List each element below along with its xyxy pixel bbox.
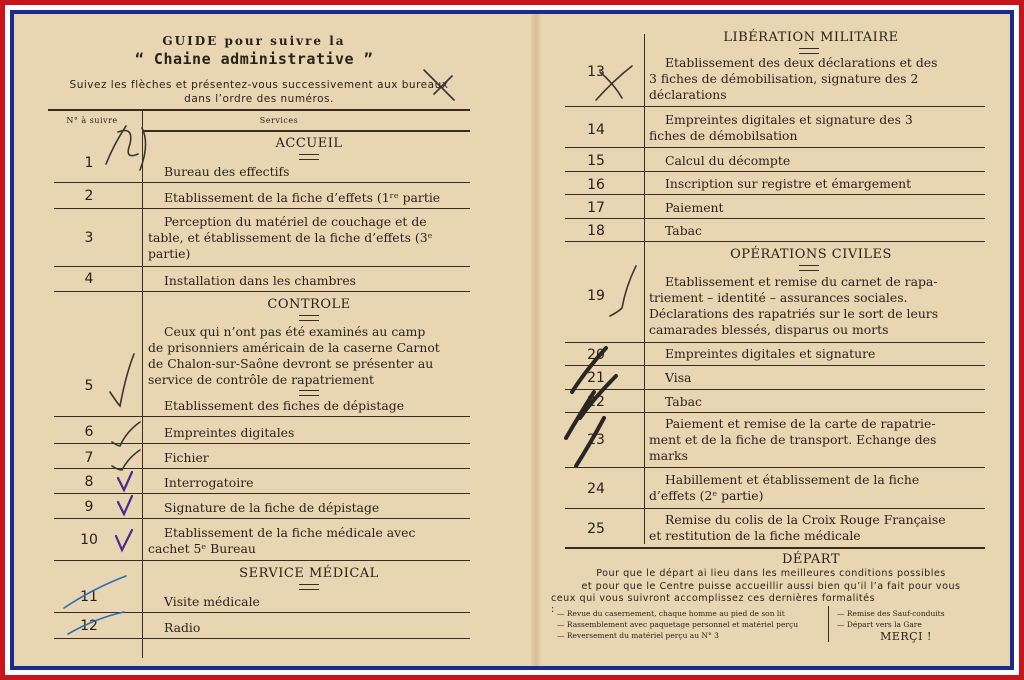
row-text: ment et de la fiche de transport. Echange des [649,432,937,447]
col-services-header: Services [259,116,299,125]
row-text: de prisonniers américain de la caserne Carnot [148,340,440,355]
row-rule [54,182,470,183]
row-text: Bureau des effectifs [164,164,290,179]
guide-title-line1: GUIDE pour suivre la [162,34,346,48]
row-number: 15 [587,153,605,169]
row-number: 5 [84,378,94,394]
row-text: Déclarations des rapatriés sur le sort de leurs [649,306,939,321]
row-number: 4 [84,271,94,287]
row-text: partie) [148,246,191,261]
row-text: cachet 5ᵉ Bureau [148,541,256,556]
row-number: 19 [587,288,605,304]
row-text: déclarations [649,87,727,102]
row-rule [565,508,985,509]
row-text: Empreintes digitales [164,425,295,440]
row-text: Signature de la fiche de dépistage [164,500,380,515]
row-text: de Chalon-sur-Saône devront se présenter au [148,356,434,371]
row-text: Radio [164,620,201,635]
row-rule [565,218,985,219]
row-rule [565,467,985,468]
row-number: 9 [84,499,94,515]
depart-line2: et pour que le Centre puisse accueillir aussi bien qu’il l’a fait pour vous [581,581,961,592]
controle-underline [299,315,319,321]
col-num-header: N° à suivre [66,116,118,125]
depart-divider [828,606,829,642]
civiles-underline [799,265,819,271]
section-controle: CONTROLE [267,297,351,312]
row-text: Paiement [665,200,724,215]
row-number: 6 [84,424,94,440]
row-text: Tabac [665,394,702,409]
row-number: 22 [587,394,605,410]
document-scan [14,14,1010,666]
row-text: Visa [665,370,692,385]
accueil-underline [299,154,319,160]
row-number: 17 [587,200,605,216]
row-text: Remise du colis de la Croix Rouge Française [665,512,946,527]
row-rule [565,241,985,242]
row-text: Empreintes digitales et signature des 3 [665,112,913,127]
depart-left-item: — Reversement du matériel perçu au N° 3 [557,631,719,640]
row-rule [565,106,985,107]
row-number: 11 [80,589,98,605]
row-rule [54,416,470,417]
row-text: Habillement et établissement de la fiche [665,472,920,487]
row-number: 20 [587,347,605,363]
right-page [541,14,1010,666]
row-text: Perception du matériel de couchage et de [164,214,427,229]
row-text: Interrogatoire [164,475,254,490]
row-text: Inscription sur registre et émargement [665,176,912,191]
row-rule [54,443,470,444]
merci-text: MERÇI ! [880,630,932,643]
depart-title: DÉPART [781,552,841,567]
row-rule [565,547,985,549]
row-text: Tabac [665,223,702,238]
row-rule [54,638,470,639]
depart-right-item: — Départ vers la Gare [837,620,922,629]
row-number: 12 [80,618,98,634]
row-rule [565,389,985,390]
depart-line1: Pour que le départ ai lieu dans les meilleures conditions possibles [596,568,946,579]
row-text: Visite médicale [164,594,260,609]
row-text: d’effets (2ᵉ partie) [649,488,764,503]
row-rule [54,518,470,519]
instruction-line1: Suivez les flèches et présentez-vous successivement aux bureaux [69,79,449,91]
row-text: Etablissement des deux déclarations et des [665,55,938,70]
row-text: Etablissement et remise du carnet de rapa- [665,274,938,289]
row-text: Installation dans les chambres [164,273,357,288]
liberation-underline [799,48,819,54]
row-text: Etablissement de la fiche d’effets (1ʳᵉ partie [164,190,441,205]
controle-sub-underline [299,390,319,396]
row-text: Etablissement des fiches de dépistage [164,398,405,413]
row-rule [54,266,470,267]
row-rule [565,365,985,366]
depart-left-item: — Rassemblement avec paquetage personnel et matériel perçu [557,620,799,629]
section-accueil: ACCUEIL [275,136,343,151]
row-rule [565,412,985,413]
depart-line3: ceux qui vous suivront accomplissez ces dernières formalités : [551,593,876,615]
row-text: fiches de démobilsation [649,128,798,143]
row-text: et restitution de la fiche médicale [649,528,861,543]
left-page [14,14,531,666]
row-text: service de contrôle de rapatriement [148,372,375,387]
row-number: 21 [587,370,605,386]
section-liberation: LIBÉRATION MILITAIRE [723,30,899,45]
row-text: Ceux qui n’ont pas été examinés au camp [164,324,426,339]
row-text: Fichier [164,450,209,465]
left-column-divider [142,110,143,658]
header-bottom-rule [142,130,470,132]
row-text: triement – identité – assurances sociales. [649,290,908,305]
row-text: Etablissement de la fiche médicale avec [164,525,416,540]
instruction-line2: dans l’ordre des numéros. [184,93,334,105]
row-number: 16 [587,177,605,193]
row-number: 25 [587,521,605,537]
row-rule [565,342,985,343]
row-text: Paiement et remise de la carte de rapatrie- [665,416,936,431]
row-number: 13 [587,64,605,80]
row-number: 7 [84,450,94,466]
row-text: Calcul du décompte [665,153,791,168]
row-rule [54,612,470,613]
row-text: 3 fiches de démobilisation, signature des 2 [649,71,919,86]
header-top-rule [48,109,470,111]
row-rule [565,194,985,195]
row-number: 10 [80,532,98,548]
row-text: marks [649,448,688,463]
medical-underline [299,584,319,590]
row-rule [54,493,470,494]
row-number: 2 [84,188,94,204]
row-number: 14 [587,122,605,138]
row-number: 8 [84,474,94,490]
row-rule [565,171,985,172]
row-number: 1 [84,155,94,171]
row-rule [54,468,470,469]
guide-title-line2: “ Chaine administrative ” [134,50,374,68]
row-number: 18 [587,223,605,239]
row-rule [54,208,470,209]
row-rule [54,560,470,561]
depart-right-item: — Remise des Sauf-conduits [837,609,945,618]
row-text: camarades blessés, disparus ou morts [649,322,889,337]
row-number: 23 [587,432,605,448]
row-number: 3 [84,230,94,246]
section-medical: SERVICE MÉDICAL [239,566,379,581]
depart-left-item: — Revue du casernement, chaque homme au pied de son lit [557,609,785,618]
section-civiles: OPÉRATIONS CIVILES [730,247,892,262]
row-rule [54,291,470,292]
row-number: 24 [587,481,605,497]
page-fold [531,14,541,666]
row-text: table, et établissement de la fiche d’effets (3ᵉ [148,230,433,245]
row-rule [565,147,985,148]
row-text: Empreintes digitales et signature [665,346,876,361]
